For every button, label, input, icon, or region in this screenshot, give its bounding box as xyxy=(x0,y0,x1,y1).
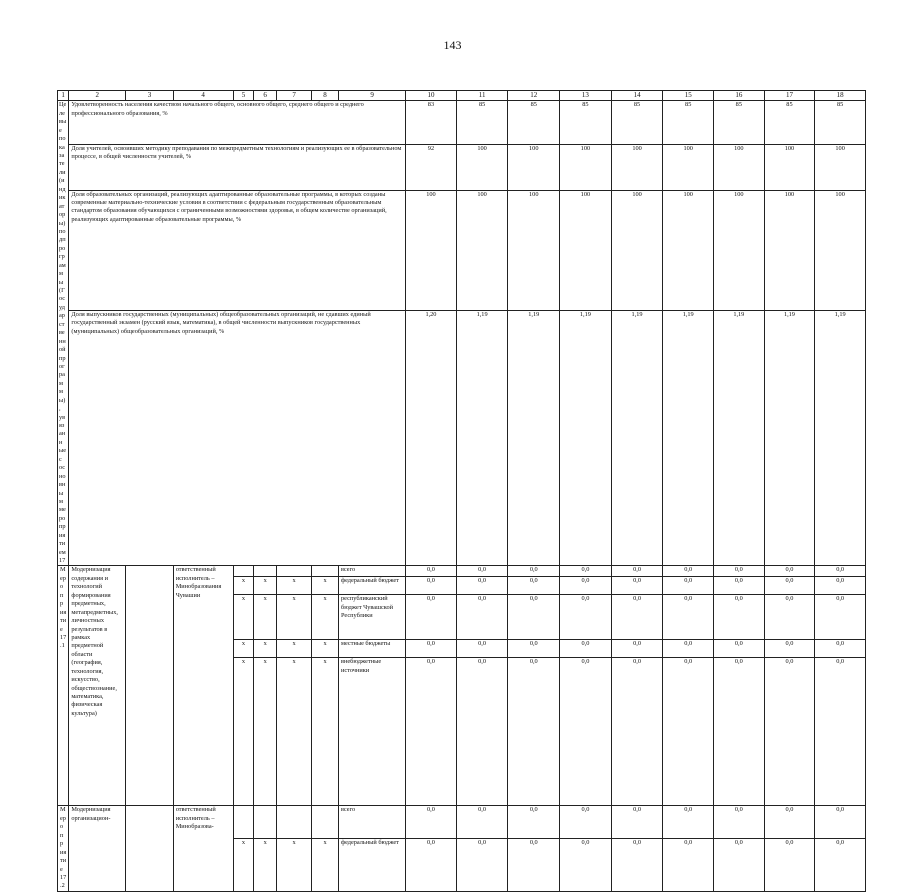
funding-value: 0,0 xyxy=(815,595,866,640)
column-number: 18 xyxy=(815,91,866,101)
funding-value: 0,0 xyxy=(714,640,765,658)
funding-value: 0,0 xyxy=(663,640,714,658)
funding-value: 0,0 xyxy=(508,806,560,838)
event-label: Мероприятие 17.2 xyxy=(58,806,69,891)
funding-value: 0,0 xyxy=(508,595,560,640)
event-col3 xyxy=(126,806,174,891)
event-name: Модернизация организацион- xyxy=(69,806,126,891)
funding-value: 0,0 xyxy=(508,658,560,806)
indicator-value: 100 xyxy=(508,190,560,310)
indicator-text: Удовлетворенность населения качеством начального общего, основного общего, среднего общего и среднего профессионального образования, % xyxy=(69,101,406,144)
funding-value: 0,0 xyxy=(764,640,815,658)
event-responsible: ответственный исполнитель – Минобразования Чувашии xyxy=(173,566,233,806)
funding-source: федеральный бюджет xyxy=(338,577,405,595)
column-number: 15 xyxy=(663,91,714,101)
indicator-text: Доля учителей, освоивших методику преподавания по межпредметным технологиям и реализующих ее в образовательном процессе, в общей численности учителей, % xyxy=(69,144,406,190)
x-mark: x xyxy=(254,838,277,891)
indicator-value: 100 xyxy=(815,144,866,190)
x-mark xyxy=(254,806,277,838)
x-mark: x xyxy=(233,658,254,806)
column-number: 10 xyxy=(406,91,457,101)
indicator-value: 1,19 xyxy=(456,310,508,565)
indicator-value: 100 xyxy=(560,190,612,310)
x-mark: x xyxy=(312,577,339,595)
funding-value: 0,0 xyxy=(663,658,714,806)
funding-value: 0,0 xyxy=(764,577,815,595)
funding-row xyxy=(58,806,866,838)
x-mark: x xyxy=(312,658,339,806)
x-mark: x xyxy=(233,640,254,658)
funding-value: 0,0 xyxy=(764,566,815,577)
funding-value: 0,0 xyxy=(815,838,866,891)
x-mark xyxy=(312,566,339,577)
indicator-value: 100 xyxy=(663,190,714,310)
indicator-value: 1,19 xyxy=(560,310,612,565)
funding-value: 0,0 xyxy=(764,595,815,640)
x-mark: x xyxy=(254,595,277,640)
funding-value: 0,0 xyxy=(508,838,560,891)
column-number: 12 xyxy=(508,91,560,101)
funding-value: 0,0 xyxy=(456,640,508,658)
funding-value: 0,0 xyxy=(714,595,765,640)
x-mark: x xyxy=(277,595,312,640)
x-mark: x xyxy=(254,640,277,658)
indicator-value: 83 xyxy=(406,101,457,144)
indicator-value: 100 xyxy=(406,190,457,310)
indicator-value: 100 xyxy=(456,144,508,190)
target-block-label: Целевые показатели (индикаторы) подпрограммы (Государственной программы), увязанные с основным мероприятием 17 xyxy=(58,101,69,566)
indicator-value: 1,19 xyxy=(815,310,866,565)
indicator-row xyxy=(58,144,866,190)
column-number: 6 xyxy=(254,91,277,101)
column-number: 13 xyxy=(560,91,612,101)
funding-value: 0,0 xyxy=(611,838,663,891)
indicator-value: 100 xyxy=(764,144,815,190)
funding-value: 0,0 xyxy=(406,595,457,640)
indicator-value: 100 xyxy=(663,144,714,190)
column-number: 2 xyxy=(69,91,126,101)
x-mark: x xyxy=(254,577,277,595)
funding-value: 0,0 xyxy=(815,577,866,595)
event-col3 xyxy=(126,566,174,806)
indicator-value: 100 xyxy=(714,144,765,190)
x-mark: x xyxy=(277,577,312,595)
indicator-value: 85 xyxy=(508,101,560,144)
column-number: 14 xyxy=(611,91,663,101)
funding-value: 0,0 xyxy=(611,577,663,595)
x-mark: x xyxy=(254,658,277,806)
funding-value: 0,0 xyxy=(815,640,866,658)
funding-value: 0,0 xyxy=(508,640,560,658)
x-mark xyxy=(254,566,277,577)
funding-value: 0,0 xyxy=(611,806,663,838)
x-mark: x xyxy=(277,658,312,806)
indicator-row xyxy=(58,310,866,565)
column-number: 1 xyxy=(58,91,69,101)
column-number: 8 xyxy=(312,91,339,101)
indicator-value: 92 xyxy=(406,144,457,190)
column-number: 4 xyxy=(173,91,233,101)
funding-value: 0,0 xyxy=(663,566,714,577)
indicator-value: 85 xyxy=(611,101,663,144)
funding-value: 0,0 xyxy=(406,640,457,658)
funding-value: 0,0 xyxy=(456,658,508,806)
indicator-value: 100 xyxy=(456,190,508,310)
funding-value: 0,0 xyxy=(764,806,815,838)
indicator-value: 85 xyxy=(456,101,508,144)
indicator-value: 1,19 xyxy=(764,310,815,565)
indicator-value: 100 xyxy=(560,144,612,190)
indicator-value: 100 xyxy=(714,190,765,310)
funding-value: 0,0 xyxy=(815,806,866,838)
funding-value: 0,0 xyxy=(560,658,612,806)
funding-value: 0,0 xyxy=(560,577,612,595)
funding-value: 0,0 xyxy=(560,595,612,640)
x-mark xyxy=(233,566,254,577)
funding-value: 0,0 xyxy=(456,838,508,891)
funding-value: 0,0 xyxy=(456,595,508,640)
funding-value: 0,0 xyxy=(560,806,612,838)
column-number: 9 xyxy=(338,91,405,101)
indicator-value: 100 xyxy=(764,190,815,310)
funding-source: местные бюджеты xyxy=(338,640,405,658)
funding-value: 0,0 xyxy=(456,566,508,577)
funding-value: 0,0 xyxy=(508,566,560,577)
funding-value: 0,0 xyxy=(406,566,457,577)
event-name: Модернизация содержания и технологий формирования предметных, метапредметных, личностных результатов в рамках предметной области (география, технология, искусство, обществознание, математика, физическая культура) xyxy=(69,566,126,806)
indicator-row xyxy=(58,101,866,144)
indicator-value: 85 xyxy=(560,101,612,144)
funding-value: 0,0 xyxy=(611,640,663,658)
column-number: 7 xyxy=(277,91,312,101)
x-mark xyxy=(277,806,312,838)
funding-value: 0,0 xyxy=(611,566,663,577)
funding-value: 0,0 xyxy=(714,806,765,838)
funding-value: 0,0 xyxy=(406,577,457,595)
x-mark xyxy=(233,806,254,838)
funding-value: 0,0 xyxy=(663,577,714,595)
column-number: 3 xyxy=(126,91,174,101)
indicator-value: 100 xyxy=(815,190,866,310)
funding-value: 0,0 xyxy=(560,838,612,891)
funding-value: 0,0 xyxy=(611,595,663,640)
funding-source: всего xyxy=(338,566,405,577)
x-mark xyxy=(277,566,312,577)
event-label: Мероприятие 17.1 xyxy=(58,566,69,806)
indicator-text: Доля образовательных организаций, реализующих адаптированные образовательные программы, в которых созданы современные материально-технические условия в соответствии с федеральным государственным образовательным стандартом образования обучающихся с ограниченными возможностями здоровья, в общем количестве организаций, реализующих адаптированные образовательные программы, % xyxy=(69,190,406,310)
funding-value: 0,0 xyxy=(406,838,457,891)
column-number: 5 xyxy=(233,91,254,101)
x-mark: x xyxy=(277,640,312,658)
funding-value: 0,0 xyxy=(815,566,866,577)
x-mark: x xyxy=(277,838,312,891)
x-mark: x xyxy=(312,640,339,658)
funding-source: федеральный бюджет xyxy=(338,838,405,891)
indicator-value: 1,19 xyxy=(611,310,663,565)
event-responsible: ответственный исполнитель – Минобразова- xyxy=(173,806,233,891)
indicator-value: 1,20 xyxy=(406,310,457,565)
header-row xyxy=(58,91,866,101)
funding-value: 0,0 xyxy=(663,806,714,838)
funding-row xyxy=(58,566,866,577)
x-mark xyxy=(312,806,339,838)
column-number: 17 xyxy=(764,91,815,101)
x-mark: x xyxy=(312,595,339,640)
indicator-value: 85 xyxy=(663,101,714,144)
indicator-value: 100 xyxy=(508,144,560,190)
funding-value: 0,0 xyxy=(663,595,714,640)
indicator-value: 1,19 xyxy=(663,310,714,565)
indicator-value: 85 xyxy=(815,101,866,144)
indicator-value: 1,19 xyxy=(714,310,765,565)
funding-value: 0,0 xyxy=(663,838,714,891)
indicator-value: 1,19 xyxy=(508,310,560,565)
indicator-text: Доля выпускников государственных (муниципальных) общеобразовательных организаций, не сдавших единый государственный экзамен (русский язык, математика), в общей численности выпускников государственных (муниципальных) общеобразовательных организаций, % xyxy=(69,310,406,565)
funding-value: 0,0 xyxy=(714,566,765,577)
indicator-value: 85 xyxy=(764,101,815,144)
funding-value: 0,0 xyxy=(456,806,508,838)
page-number: 143 xyxy=(443,38,462,52)
column-number: 16 xyxy=(714,91,765,101)
funding-value: 0,0 xyxy=(764,838,815,891)
funding-value: 0,0 xyxy=(714,658,765,806)
x-mark: x xyxy=(233,595,254,640)
funding-source: всего xyxy=(338,806,405,838)
funding-value: 0,0 xyxy=(764,658,815,806)
funding-value: 0,0 xyxy=(714,577,765,595)
funding-source: внебюджетные источники xyxy=(338,658,405,806)
indicator-value: 85 xyxy=(714,101,765,144)
funding-value: 0,0 xyxy=(406,806,457,838)
indicator-value: 100 xyxy=(611,144,663,190)
funding-value: 0,0 xyxy=(456,577,508,595)
indicator-value: 100 xyxy=(611,190,663,310)
funding-value: 0,0 xyxy=(508,577,560,595)
indicator-row xyxy=(58,190,866,310)
funding-value: 0,0 xyxy=(714,838,765,891)
funding-value: 0,0 xyxy=(406,658,457,806)
funding-value: 0,0 xyxy=(815,658,866,806)
x-mark: x xyxy=(233,577,254,595)
x-mark: x xyxy=(312,838,339,891)
funding-value: 0,0 xyxy=(611,658,663,806)
x-mark: x xyxy=(233,838,254,891)
funding-value: 0,0 xyxy=(560,640,612,658)
column-number: 11 xyxy=(456,91,508,101)
program-table xyxy=(57,90,866,892)
funding-source: республиканский бюджет Чувашской Республики xyxy=(338,595,405,640)
funding-value: 0,0 xyxy=(560,566,612,577)
